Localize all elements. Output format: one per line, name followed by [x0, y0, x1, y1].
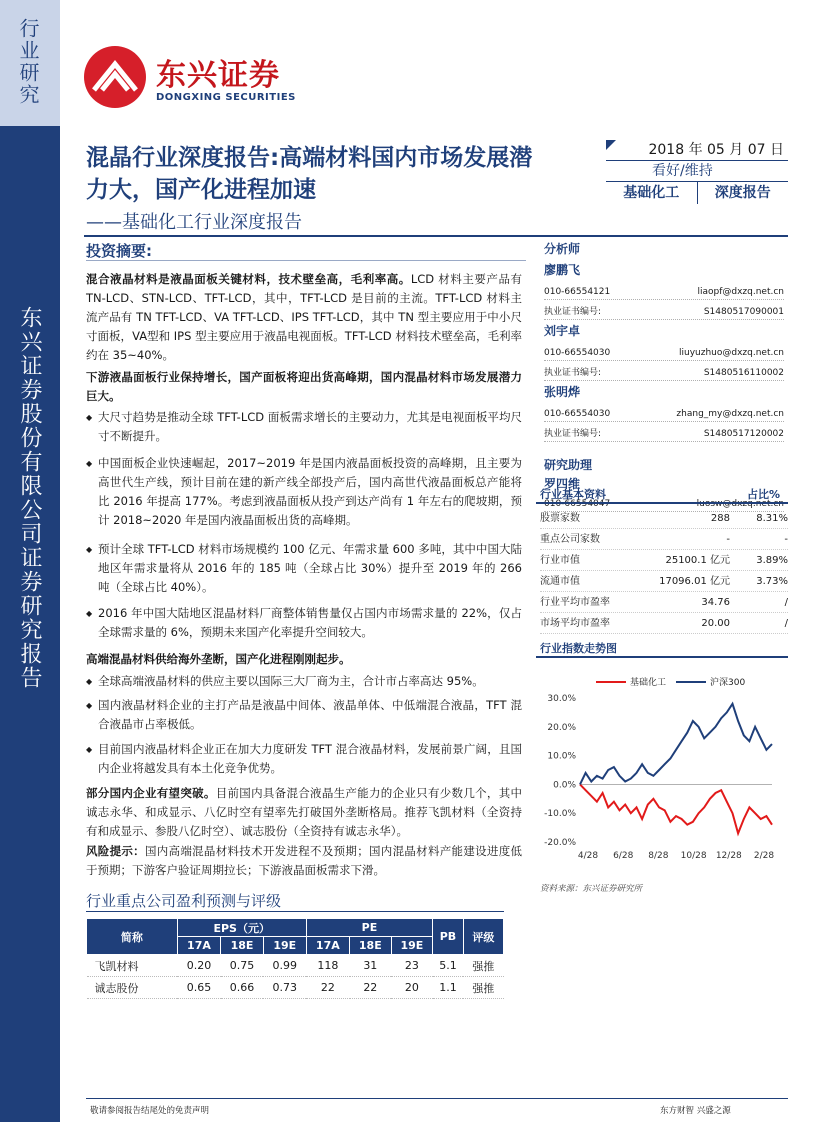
y-tick-label: 10.0%: [547, 751, 576, 762]
analyst-contact: 010-66554030 zhang_my@dxzq.net.cn: [544, 406, 784, 422]
footer-divider: [86, 1098, 788, 1099]
table-cell: 0.99: [263, 955, 306, 977]
year-header: 18E: [221, 937, 264, 955]
col-pe: PE: [306, 919, 433, 937]
x-tick-label: 8/28: [648, 851, 669, 861]
basic-info-row: [540, 508, 788, 529]
tag-type: 深度报告: [714, 185, 771, 201]
basic-info-pct: -: [784, 534, 788, 545]
basic-info-row: [540, 529, 788, 550]
forecast-title: 行业重点公司盈利预测与评级: [86, 892, 282, 910]
analyst-block: [544, 240, 784, 512]
year-header: 17A: [306, 937, 349, 955]
bullet-7: ◆ 目前国内液晶材料企业正在加大力度研发 TFT 混合液晶材料，发展前景广阔，且国内企业将越发具有本土化竞争优势。: [98, 740, 522, 778]
x-tick-label: 12/28: [715, 851, 742, 861]
analyst-contact: 010-66554121 liaopf@dxzq.net.cn: [544, 284, 784, 300]
sidebar-top: [0, 0, 60, 126]
bullet-1: ◆ 大尺寸趋势是推动全球 TFT-LCD 面板需求增长的主要动力，尤其是电视面板平均尺寸不断提升。: [98, 408, 522, 446]
summary-p2: 下游液晶面板行业保持增长，国产面板将迎出货高峰期，国内混晶材料市场发展潜力巨大。: [86, 370, 522, 403]
table-cell: 23: [391, 955, 433, 977]
series-line-csi300: [580, 704, 772, 785]
industry-rating: 看好/维持: [606, 161, 788, 182]
basic-info-value: 20.00: [701, 618, 730, 629]
table-cell: 0.66: [221, 977, 264, 999]
bullet-5: ◆ 全球高端液晶材料的供应主要以国际三大厂商为主，合计市占率高达 95%。: [98, 672, 522, 691]
y-tick-label: 30.0%: [547, 694, 576, 704]
basic-info-row: [540, 550, 788, 571]
chart-source: 资料来源：东兴证券研究所: [540, 884, 643, 894]
table-cell: 1.1: [433, 977, 464, 999]
table-cell: 5.1: [433, 955, 464, 977]
table-cell: 0.73: [263, 977, 306, 999]
assistant-label: 研究助理: [544, 458, 593, 472]
logo: [84, 40, 314, 110]
sidebar-main: [0, 126, 60, 1122]
basic-info-value: -: [726, 534, 730, 545]
col-name: 简称: [87, 919, 178, 955]
header-divider: [84, 235, 788, 237]
basic-info-pct: 3.89%: [756, 555, 788, 566]
logo-cn: 东兴证券: [156, 58, 280, 93]
basic-info-table: [540, 508, 788, 634]
basic-info-row: [540, 613, 788, 634]
disclaimer-note: 敬请参阅报告结尾处的免责声明: [90, 1106, 210, 1116]
basic-info-row: [540, 571, 788, 592]
analyst-label: 分析师: [544, 242, 581, 256]
legend-label: 基础化工: [630, 678, 667, 688]
table-cell: 118: [306, 955, 349, 977]
table-cell: 飞凯材料: [87, 955, 178, 977]
chart-svg: [536, 670, 788, 870]
x-tick-label: 2/28: [753, 851, 775, 861]
basic-info-pct: /: [784, 597, 788, 608]
series-line-chemical: [580, 784, 772, 833]
analyst-cert: 执业证书编号: S1480517120002: [544, 426, 784, 442]
y-tick-label: 20.0%: [547, 722, 576, 733]
corner-icon: [606, 140, 616, 150]
basic-info-label: 行业平均市盈率: [540, 597, 610, 608]
analyst-contact: 010-66554030 liuyuzhuo@dxzq.net.cn: [544, 345, 784, 361]
table-cell: 0.65: [177, 977, 220, 999]
basic-info-pct: /: [784, 618, 788, 629]
analyst-name: 廖鹏飞: [544, 263, 581, 277]
table-cell: 0.75: [221, 955, 264, 977]
table-cell: 22: [306, 977, 349, 999]
company-label: 东兴证券股份有限公司证券研究报告: [17, 306, 42, 690]
table-row: [87, 977, 504, 999]
table-cell: 20: [391, 977, 433, 999]
summary-divider: [86, 260, 526, 261]
logo-icon: [84, 46, 146, 108]
col-rating: 评级: [463, 919, 503, 955]
bullet-3: ◆ 预计全球 TFT-LCD 材料市场规模约 100 亿元、年需求量 600 多吨，其中中国大陆地区年需求量将从 2016 年的 185 吨（全球占比 30%）提升至 2019 年的 266 吨（全球占比 40%）。: [98, 540, 522, 597]
x-tick-label: 10/28: [680, 851, 707, 861]
year-header: 19E: [391, 937, 433, 955]
table-cell: 22: [350, 977, 392, 999]
basic-info-label: 行业市值: [540, 555, 580, 566]
logo-en: DONGXING SECURITIES: [156, 92, 296, 103]
table-row: [87, 955, 504, 977]
basic-info-pct: 3.73%: [756, 576, 788, 587]
year-header: 19E: [263, 937, 306, 955]
bullet-2: ◆ 中国面板企业快速崛起，2017~2019 年是国内液晶面板投资的高峰期，且主要为高世代生产线，预计目前在建的新产线全部投产后，国内高世代液晶面板总产能将比 2016 年提高 177%。考虑到液晶面板从投产到达产尚有 1 年左右的爬坡期，预计 2018~2020 年是国内液晶面板出货的高峰期。: [98, 454, 522, 530]
legend-label: 沪深300: [710, 678, 746, 688]
col-eps: EPS（元）: [177, 919, 306, 937]
basic-info-value: 17096.01 亿元: [659, 576, 730, 587]
bullet-6: ◆ 国内液晶材料企业的主打产品是液晶中间体、液晶单体、中低端混合液晶，TFT 混合液晶市占率极低。: [98, 696, 522, 734]
table-cell: 31: [350, 955, 392, 977]
footer-slogan: 东方财智 兴盛之源: [660, 1106, 731, 1116]
basic-info-label: 股票家数: [540, 513, 580, 524]
forecast-divider: [86, 911, 504, 912]
chart-heading: 行业指数走势图: [536, 640, 788, 658]
summary-p5: 风险提示：国内高端混晶材料技术开发进程不及预期；国内混晶材料产能建设进度低于预期；下游客户验证周期拉长；下游液晶面板需求下滑。: [86, 844, 523, 877]
report-type-label: 行业研究: [16, 18, 40, 106]
analyst-cert: 执业证书编号: S1480516110002: [544, 365, 784, 381]
basic-info-value: 34.76: [701, 597, 730, 608]
report-subtitle: ——基础化工行业深度报告: [86, 212, 302, 233]
index-chart: [536, 670, 788, 870]
summary-p4: 部分国内企业有望突破。目前国内具备混合液晶生产能力的企业只有少数几个，其中诚志永华、和成显示、八亿时空有望率先打破国外垄断格局。推荐飞凯材料（全资持有和成显示、参股八亿时空）、诚志股份（全资持有诚志永华）。: [86, 786, 523, 838]
basic-info-heading: 行业基本资料 占比%: [536, 486, 788, 504]
tag-industry: 基础化工: [606, 182, 698, 204]
y-tick-label: -10.0%: [544, 809, 576, 820]
summary-p3: 高端混晶材料供给海外垄断，国产化进程刚刚起步。: [86, 652, 351, 666]
basic-info-label: 市场平均市盈率: [540, 618, 610, 629]
basic-info-value: 288: [710, 513, 730, 524]
tags-row: [606, 182, 788, 204]
x-tick-label: 6/28: [613, 851, 634, 861]
date-rating-box: [606, 140, 788, 206]
basic-info-pct: 8.31%: [756, 513, 788, 524]
year-header: 17A: [177, 937, 220, 955]
basic-info-label: 流通市值: [540, 576, 580, 587]
y-tick-label: 0.0%: [553, 780, 576, 791]
basic-info-label: 重点公司家数: [540, 534, 600, 545]
table-cell: 强推: [463, 977, 503, 999]
assistant-name: 罗四维: [544, 477, 581, 491]
analyst-name: 张明烨: [544, 385, 581, 399]
year-header: 18E: [350, 937, 392, 955]
basic-info-value: 25100.1 亿元: [665, 555, 730, 566]
forecast-table: [86, 918, 504, 999]
table-cell: 诚志股份: [87, 977, 178, 999]
assistant-contact: 010-66554047 luosw@dxzq.net.cn: [544, 496, 784, 512]
basic-info-row: [540, 592, 788, 613]
summary-heading: 投资摘要:: [86, 242, 152, 260]
table-cell: 0.20: [177, 955, 220, 977]
col-pb: PB: [433, 919, 464, 955]
report-date: 2018 年 05 月 07 日: [606, 140, 788, 161]
x-tick-label: 4/28: [577, 851, 599, 861]
summary-p1: 混合液晶材料是液晶面板关键材料，技术壁垒高，毛利率高。LCD 材料主要产品有 TN-LCD、STN-LCD、TFT-LCD，其中，TFT-LCD 是目前的主流。TFT-LCD 材料主流产品有 TN TFT-LCD、VA TFT-LCD、IPS TFT-LCD，其中 TN 型主要应用于中小尺寸面板，VA型和 IPS 型主要应用于液晶电视面板。TFT-LCD 材料技术壁垒高，毛利率约在 35~40%。: [86, 272, 522, 362]
table-cell: 强推: [463, 955, 503, 977]
forecast-body: [87, 955, 504, 999]
y-tick-label: -20.0%: [544, 838, 576, 848]
analyst-cert: 执业证书编号: S1480517090001: [544, 304, 784, 320]
bullet-4: ◆ 2016 年中国大陆地区混晶材料厂商整体销售量仅占国内市场需求量的 22%，仅占全球需求量的 6%，预期未来国产化率提升空间较大。: [98, 604, 522, 642]
report-title: 混晶行业深度报告:高端材料国内市场发展潜力大，国产化进程加速: [86, 145, 533, 203]
analyst-name: 刘宇卓: [544, 324, 581, 338]
